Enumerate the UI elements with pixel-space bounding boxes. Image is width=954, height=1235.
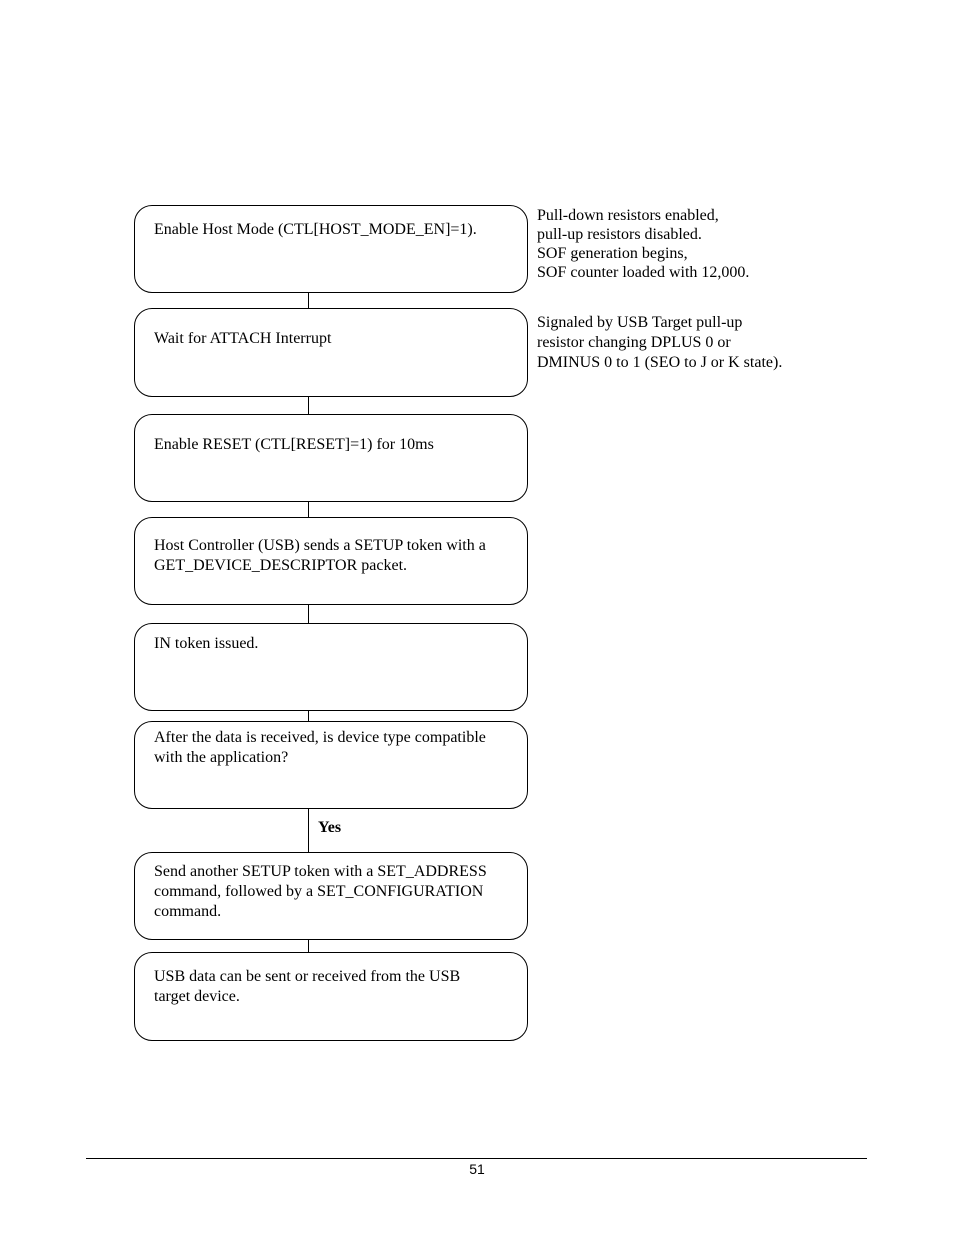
step-text: Wait for ATTACH Interrupt xyxy=(154,330,332,347)
step-set-address-configuration xyxy=(134,852,528,940)
step-compatibility-check xyxy=(134,721,528,809)
connector-5-6 xyxy=(308,710,309,721)
connector-1-2 xyxy=(308,292,309,308)
step-usb-data-transfer xyxy=(134,952,528,1041)
note-attach: Signaled by USB Target pull-up resistor changing DPLUS 0 or DMINUS 0 to 1 (SEO to J or K state). xyxy=(537,314,783,371)
step-text: After the data is received, is device type compatible with the application? xyxy=(154,729,486,766)
step-text: IN token issued. xyxy=(154,635,259,652)
connector-3-4 xyxy=(308,501,309,517)
footer-rule xyxy=(86,1158,867,1159)
step-enable-reset xyxy=(134,414,528,502)
note-host-mode: Pull-down resistors enabled, pull-up resistors disabled. SOF generation begins, SOF counter loaded with 12,000. xyxy=(537,207,750,281)
step-wait-attach xyxy=(134,308,528,397)
step-text: Enable Host Mode (CTL[HOST_MODE_EN]=1). xyxy=(154,221,477,238)
step-text: USB data can be sent or received from the USB target device. xyxy=(154,968,461,1005)
step-text: Send another SETUP token with a SET_ADDRESS command, followed by a SET_CONFIGURATION command. xyxy=(154,863,487,920)
step-enable-host-mode xyxy=(134,205,528,293)
step-in-token xyxy=(134,623,528,711)
step-setup-get-descriptor xyxy=(134,517,528,605)
yes-label: Yes xyxy=(318,819,342,836)
connector-6-7-yes xyxy=(308,808,309,852)
step-text: Host Controller (USB) sends a SETUP token with a GET_DEVICE_DESCRIPTOR packet. xyxy=(154,537,486,574)
connector-7-8 xyxy=(308,939,309,952)
connector-4-5 xyxy=(308,604,309,623)
page-number: 51 xyxy=(469,1161,485,1177)
connector-2-3 xyxy=(308,396,309,414)
step-text: Enable RESET (CTL[RESET]=1) for 10ms xyxy=(154,436,434,453)
